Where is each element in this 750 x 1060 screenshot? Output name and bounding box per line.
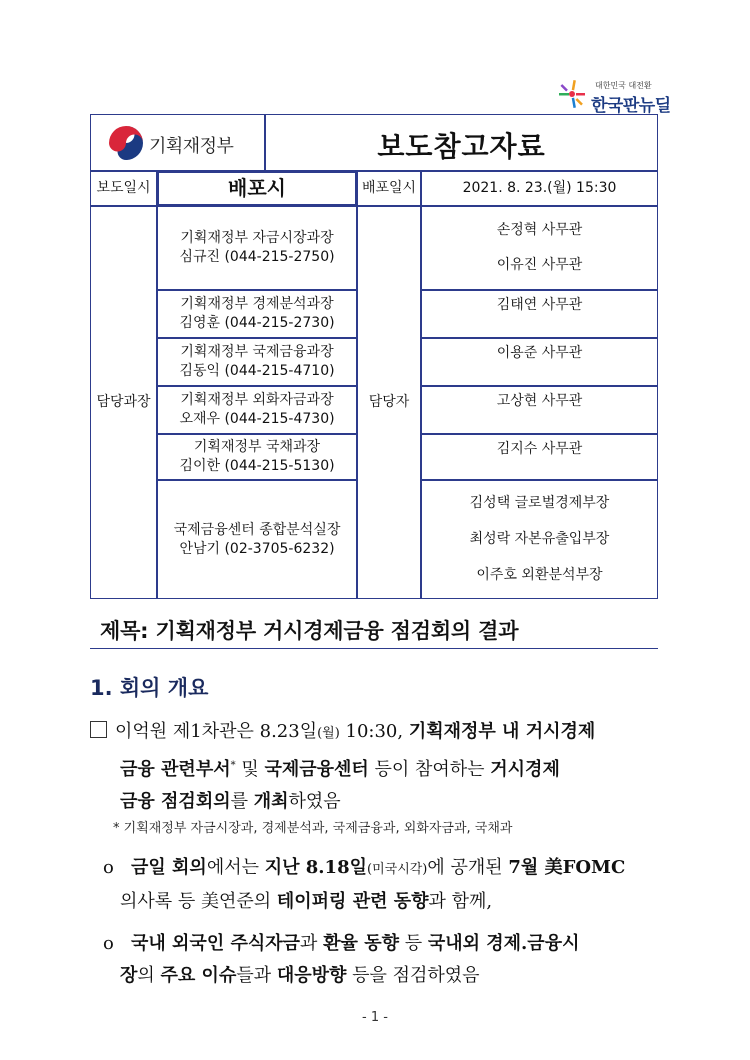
square-bullet-icon: [90, 721, 107, 738]
bullet-paragraph: [103, 928, 579, 992]
brand-logo: [557, 78, 671, 116]
doc-type-title: 보도참고자료: [377, 130, 546, 163]
staff-label: 담당자: [368, 394, 410, 410]
dept-name: 기획재정부 경제분석과장: [180, 296, 334, 312]
contact-dept-cell: [157, 434, 357, 480]
text-run: 들과: [236, 965, 277, 986]
contact-dept-cell: [157, 290, 357, 338]
contact-dept-cell: [157, 206, 357, 290]
dept-head: 김영훈 (044-215-2730): [179, 315, 335, 331]
staff-name: 이유진 사무관: [496, 257, 583, 273]
staff-name: 고상현 사무관: [496, 393, 583, 409]
text-run: 국내 외국인 주식자금: [131, 933, 301, 954]
ministry-cell: [90, 114, 265, 171]
staff-name: 이용준 사무관: [496, 345, 583, 361]
taegeuk-icon: [107, 124, 145, 162]
text-run: 금융 점검회의: [120, 791, 231, 812]
overview-paragraph: [90, 716, 595, 818]
paragraph-line: [90, 716, 595, 750]
dept-head: 김동익 (044-215-4710): [179, 363, 335, 379]
contact-staff-cell: [421, 434, 658, 480]
release-label-cell: [90, 171, 157, 206]
text-run: 에 공개된: [427, 857, 509, 878]
footnote-marker: *: [230, 760, 236, 771]
footnote: * 기획재정부 자금시장과, 경제분석과, 국제금융과, 외화자금과, 국채과: [113, 821, 513, 836]
staff-name: 김성택 글로벌경제부장: [469, 494, 610, 511]
text-run: 대응방향: [276, 965, 347, 986]
dept-label-cell: [90, 206, 157, 599]
contact-dept-cell: [157, 480, 357, 599]
text-run: 과: [300, 933, 324, 954]
text-run: 및: [235, 759, 265, 780]
text-run: 개최: [253, 791, 289, 812]
text-run: 등을 점검하였음: [346, 965, 480, 986]
dept-label: 담당과장: [96, 394, 151, 410]
release-value: 배포시: [228, 176, 286, 200]
dist-value: 2021. 8. 23.(월) 15:30: [462, 180, 617, 196]
text-run: 를: [230, 791, 254, 812]
contact-staff-cell: [421, 480, 658, 599]
text-run: 등: [398, 933, 428, 954]
text-run: 의: [137, 965, 161, 986]
paragraph-line: [103, 928, 579, 960]
dept-head: 김이한 (044-215-5130): [179, 458, 335, 474]
release-label: 보도일시: [96, 180, 151, 196]
text-run: 7월 美FOMC: [508, 857, 626, 878]
dept-name: 기획재정부 국제금융과장: [180, 344, 334, 360]
text-run: 주요 이슈: [160, 965, 237, 986]
text-run: 의사록 등 美연준의: [120, 891, 277, 912]
brand-name: 한국판뉴딜: [591, 96, 671, 116]
circle-bullet-icon: o: [103, 857, 114, 878]
paragraph-line: [103, 852, 625, 886]
text-run: 10:30,: [339, 721, 409, 742]
circle-bullet-icon: o: [103, 933, 114, 954]
text-run: 장: [120, 965, 138, 986]
contact-dept-cell: [157, 386, 357, 434]
paragraph-line: [90, 786, 595, 818]
text-run: 금일 회의: [131, 857, 207, 878]
text-run: 하였음: [288, 791, 341, 812]
new-deal-icon: [557, 78, 587, 110]
dist-value-cell: [421, 171, 658, 206]
doc-type-cell: [265, 114, 658, 171]
contact-staff-cell: [421, 290, 658, 338]
dist-label: 배포일시: [361, 180, 417, 196]
contact-staff-cell: [421, 338, 658, 386]
dept-name: 기획재정부 국채과장: [193, 439, 321, 455]
text-run: (미국시각): [367, 862, 428, 877]
paragraph-line: [103, 960, 579, 992]
text-run: 이억원 제1차관은 8.23일: [115, 721, 318, 742]
text-run: 지난 8.18일: [264, 857, 367, 878]
subject-bar: [90, 614, 658, 649]
text-run: 과 함께,: [428, 891, 493, 912]
section-heading: 1. 회의 개요: [90, 676, 209, 700]
staff-name: 이주호 외환분석부장: [476, 567, 603, 584]
text-run: 금융 관련부서: [120, 759, 231, 780]
ministry-name: 기획재정부: [149, 136, 234, 157]
brand-tagline: 대한민국 대전환: [595, 81, 652, 90]
text-run: 등이 참여하는: [368, 759, 491, 780]
dept-head: 안남기 (02-3705-6232): [179, 540, 335, 557]
text-run: 테이퍼링 관련 동향: [276, 891, 429, 912]
bullet-paragraph: [103, 852, 625, 918]
staff-name: 김지수 사무관: [496, 441, 583, 457]
contact-dept-cell: [157, 338, 357, 386]
subject-title: 제목: 기획재정부 거시경제금융 점검회의 결과: [100, 619, 519, 643]
paragraph-line: [90, 750, 595, 786]
dept-head: 심규진 (044-215-2750): [179, 249, 335, 265]
text-run: 에서는: [206, 857, 265, 878]
staff-name: 최성락 자본유출입부장: [469, 530, 610, 547]
staff-label-cell: [357, 206, 421, 599]
staff-name: 손정혁 사무관: [496, 222, 583, 238]
contact-staff-cell: [421, 386, 658, 434]
dept-name: 기획재정부 외화자금과장: [180, 392, 334, 408]
text-run: 환율 동향: [323, 933, 399, 954]
page-number: - 1 -: [362, 1010, 388, 1025]
paragraph-line: [103, 886, 625, 918]
text-run: 거시경제: [490, 759, 560, 780]
text-run: 국내외 경제.금융시: [427, 933, 580, 954]
release-value-cell: [157, 171, 357, 206]
text-run: (월): [317, 726, 340, 741]
staff-name: 김태연 사무관: [496, 297, 583, 313]
text-run: 기획재정부 내 거시경제: [408, 721, 596, 742]
contact-staff-cell: [421, 206, 658, 290]
dept-name: 국제금융센터 종합분석실장: [173, 521, 341, 538]
dept-name: 기획재정부 자금시장과장: [180, 230, 334, 246]
dist-label-cell: [357, 171, 421, 206]
text-run: 국제금융센터: [264, 759, 369, 780]
dept-head: 오재우 (044-215-4730): [179, 411, 335, 427]
